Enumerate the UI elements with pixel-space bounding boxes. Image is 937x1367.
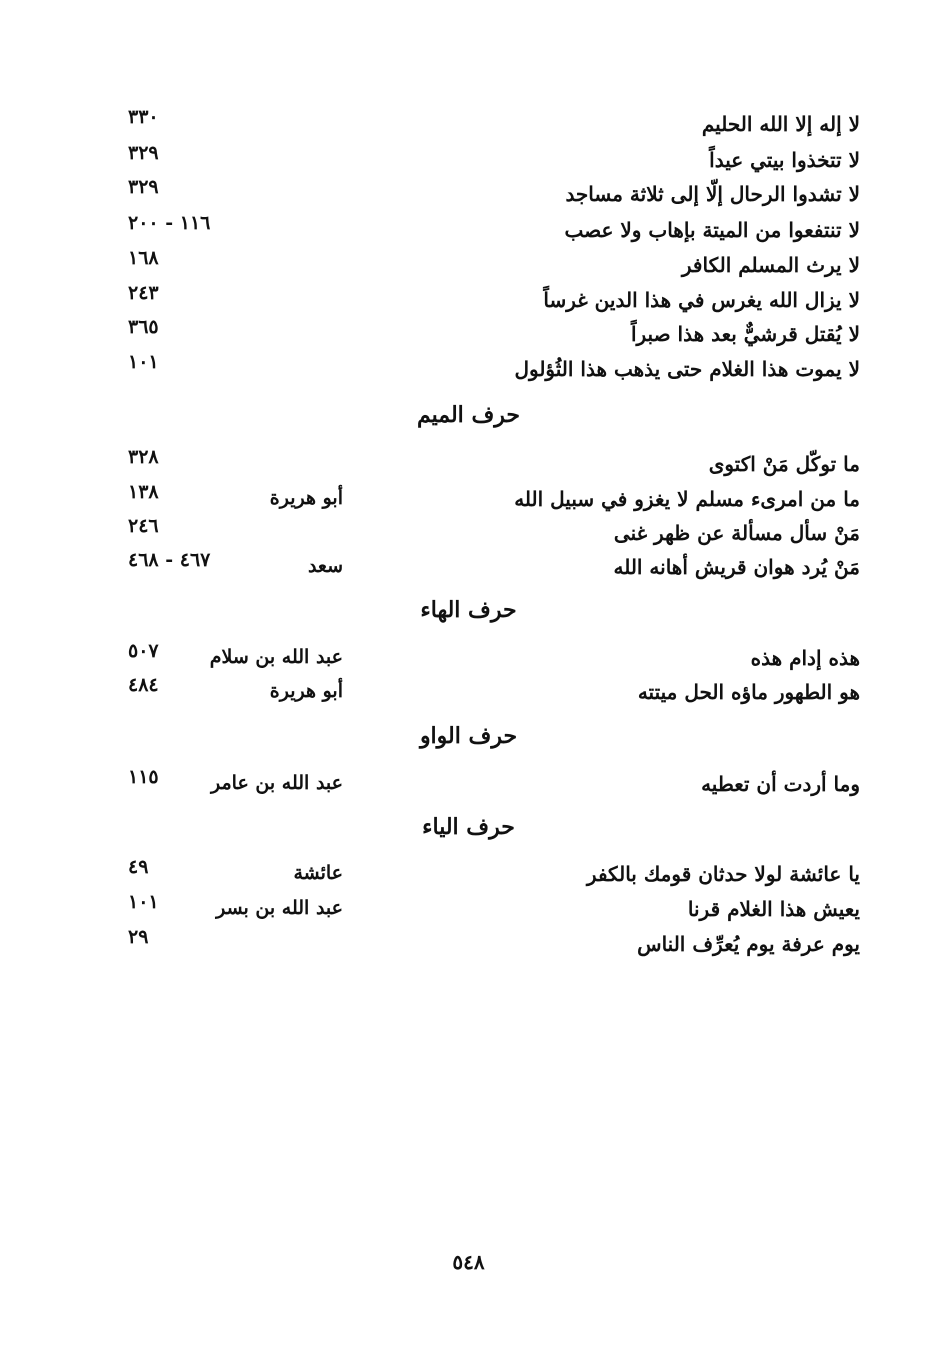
page-reference: ٣٢٩ bbox=[128, 176, 159, 198]
page-reference: ١٠١ bbox=[128, 351, 159, 373]
index-entry bbox=[100, 766, 860, 806]
index-entry bbox=[100, 282, 860, 322]
page-number: ٥٤٨ bbox=[452, 1250, 485, 1274]
hadith-text: لا إله إلا الله الحليم bbox=[701, 112, 860, 136]
narrator-name: أبو هريرة bbox=[269, 487, 343, 509]
hadith-text: هذه إدام هذه bbox=[750, 646, 860, 670]
index-entry bbox=[100, 891, 860, 931]
hadith-text: يعيش هذا الغلام قرنا bbox=[687, 897, 860, 921]
section-heading-text: حرف الواو bbox=[419, 723, 518, 749]
hadith-text: مَنْ سأل مسألة عن ظهر غنى bbox=[613, 521, 860, 545]
index-entry bbox=[100, 549, 860, 589]
hadith-text: هو الطهور ماؤه الحل ميتته bbox=[637, 680, 860, 704]
narrator-name: عائشة bbox=[293, 862, 343, 884]
index-entry bbox=[100, 640, 860, 680]
hadith-text: مَنْ يُرد هوان قريش أهانه الله bbox=[613, 555, 860, 579]
hadith-text: ما من امرىء مسلم لا يغزو في سبيل الله bbox=[514, 487, 860, 511]
narrator-name: عبد الله بن بسر bbox=[216, 897, 343, 919]
page-reference: ٤٩ bbox=[128, 856, 149, 878]
page-reference: ٤٨٤ bbox=[128, 674, 159, 696]
hadith-text: لا تنتفعوا من الميتة بإهاب ولا عصب bbox=[564, 218, 860, 242]
index-entry bbox=[100, 106, 860, 146]
page-reference: ٣٣٠ bbox=[128, 106, 159, 128]
index-entry bbox=[100, 481, 860, 521]
index-entry bbox=[100, 856, 860, 896]
narrator-name: سعد bbox=[307, 555, 343, 577]
page-reference: ٢٩ bbox=[128, 926, 149, 948]
hadith-text: لا يرث المسلم الكافر bbox=[681, 253, 860, 277]
page-reference: ٣٦٥ bbox=[128, 316, 159, 338]
section-heading bbox=[0, 814, 937, 840]
hadith-text: يا عائشة لولا حدثان قومك بالكفر bbox=[586, 862, 860, 886]
hadith-text: لا يُقتل قرشيٌّ بعد هذا صبراً bbox=[630, 322, 860, 346]
index-entry bbox=[100, 926, 860, 966]
page-reference: ١١٥ bbox=[128, 766, 159, 788]
page-reference: ٣٢٨ bbox=[128, 446, 159, 468]
index-entry bbox=[100, 142, 860, 182]
page-reference: ٢٤٣ bbox=[128, 282, 159, 304]
section-heading bbox=[0, 723, 937, 749]
page-reference: ٥٠٧ bbox=[128, 640, 159, 662]
index-entry bbox=[100, 674, 860, 714]
section-heading-text: حرف الميم bbox=[416, 402, 521, 428]
hadith-text: ما توكّل مَنْ اكتوى bbox=[708, 452, 860, 476]
index-entry bbox=[100, 515, 860, 555]
page-reference: ٢٤٦ bbox=[128, 515, 159, 537]
narrator-name: عبد الله بن سلام bbox=[209, 646, 343, 668]
page-reference: ٤٦٧ - ٤٦٨ bbox=[128, 549, 211, 571]
index-entry bbox=[100, 247, 860, 287]
page-reference: ١٣٨ bbox=[128, 481, 159, 503]
page-reference: ١١٦ - ٢٠٠ bbox=[128, 212, 211, 234]
index-entry bbox=[100, 316, 860, 356]
index-entry bbox=[100, 212, 860, 252]
hadith-text: لا يموت هذا الغلام حتى يذهب هذا الثُؤلول bbox=[514, 357, 860, 381]
index-entry bbox=[100, 176, 860, 216]
section-heading bbox=[0, 597, 937, 623]
page-reference: ١٠١ bbox=[128, 891, 159, 913]
page-reference: ١٦٨ bbox=[128, 247, 159, 269]
hadith-text: لا تتخذوا بيتي عيداً bbox=[709, 148, 860, 172]
section-heading-text: حرف الهاء bbox=[420, 597, 517, 623]
hadith-text: لا تشدوا الرحال إلّا إلى ثلاثة مساجد bbox=[565, 182, 860, 206]
section-heading bbox=[0, 402, 937, 428]
hadith-text: وما أردت أن تعطيه bbox=[701, 772, 860, 796]
page-reference: ٣٢٩ bbox=[128, 142, 159, 164]
section-heading-text: حرف الياء bbox=[422, 814, 515, 840]
narrator-name: أبو هريرة bbox=[269, 680, 343, 702]
index-entry bbox=[100, 446, 860, 486]
index-entry bbox=[100, 351, 860, 391]
hadith-text: يوم عرفة يوم يُعرِّف الناس bbox=[637, 932, 860, 956]
narrator-name: عبد الله بن عامر bbox=[211, 772, 343, 794]
hadith-text: لا يزال الله يغرس في هذا الدين غرساً bbox=[543, 288, 860, 312]
